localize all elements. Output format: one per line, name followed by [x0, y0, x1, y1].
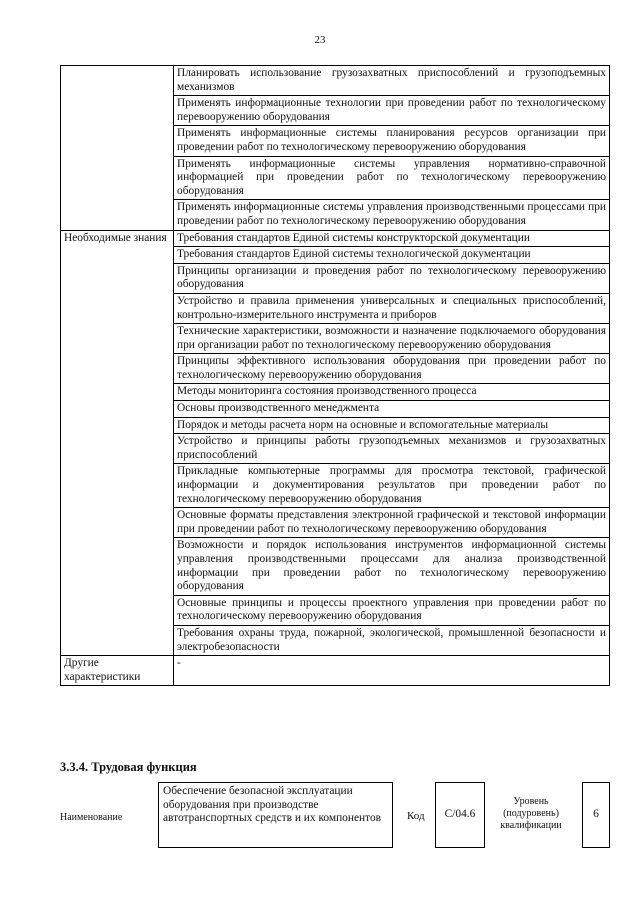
row-text: Принципы эффективного использования оборудования при проведении работ по технологическому перевооружению оборудования — [174, 354, 610, 384]
skill-row — [61, 66, 610, 96]
row-label: Необходимые знания — [61, 230, 174, 656]
row-label — [61, 66, 174, 231]
knowledge-row — [61, 230, 610, 247]
name-value-box: Обеспечение безопасной эксплуатации оборудования при производстве автотранспортных средств и их компонентов — [158, 782, 393, 848]
level-value-box: 6 — [582, 782, 610, 848]
row-text: Методы мониторинга состояния производственного процесса — [174, 384, 610, 401]
row-text: Основы производственного менеджмента — [174, 401, 610, 418]
code-value-box: C/04.6 — [435, 782, 485, 848]
level-label: Уровень (подуровень) квалификации — [500, 796, 562, 831]
row-text: - — [174, 656, 610, 686]
row-text: Требования стандартов Единой системы конструкторской документации — [174, 230, 610, 247]
row-text: Порядок и методы расчета норм на основные и вспомогательные материалы — [174, 417, 610, 434]
row-text: Требования стандартов Единой системы технологической документации — [174, 247, 610, 264]
page-number: 23 — [314, 34, 326, 46]
code-label: Код — [407, 810, 425, 822]
requirements-table — [60, 65, 610, 686]
row-text: Применять информационные системы управления нормативно-справочной информацией при проведении работ по технологическому перевооружению оборудования — [174, 156, 610, 200]
row-text: Планировать использование грузозахватных приспособлений и грузоподъемных механизмов — [174, 66, 610, 96]
row-text: Возможности и порядок использования инструментов информационной системы управления производственными процессами для анализа производственной информации при проведении работ по технологическому перевооружению оборудования — [174, 538, 610, 595]
other-row — [61, 656, 610, 686]
row-text: Требования охраны труда, пожарной, экологической, промышленной безопасности и электробезопасности — [174, 625, 610, 655]
row-text: Технические характеристики, возможности и назначение подключаемого оборудования при организации работ по технологическому перевооружению оборудования — [174, 324, 610, 354]
row-label: Другие характеристики — [61, 656, 174, 686]
section-heading: 3.3.4. Трудовая функция — [60, 760, 197, 774]
row-text: Основные форматы представления электронной графической и текстовой информации при проведении работ по технологическому перевооружению оборудования — [174, 508, 610, 538]
row-text: Применять информационные системы планирования ресурсов организации при проведении работ по технологическому перевооружению оборудования — [174, 126, 610, 156]
row-text: Применять информационные системы управления производственными процессами при проведении работ по технологическому перевооружению оборудования — [174, 200, 610, 230]
row-text: Прикладные компьютерные программы для просмотра текстовой, графической информации и документирования результатов при проведении работ по технологическому перевооружению оборудования — [174, 464, 610, 508]
row-text: Основные принципы и процессы проектного управления при проведении работ по технологическому перевооружению оборудования — [174, 595, 610, 625]
row-text: Применять информационные технологии при проведении работ по технологическому перевооружению оборудования — [174, 96, 610, 126]
row-text: Устройство и принципы работы грузоподъемных механизмов и грузозахватных приспособлений — [174, 434, 610, 464]
row-text: Принципы организации и проведения работ по технологическому перевооружению оборудования — [174, 263, 610, 293]
row-text: Устройство и правила применения универсальных и специальных приспособлений, контрольно-измерительного инструмента и приборов — [174, 293, 610, 323]
name-label: Наименование — [60, 812, 123, 823]
